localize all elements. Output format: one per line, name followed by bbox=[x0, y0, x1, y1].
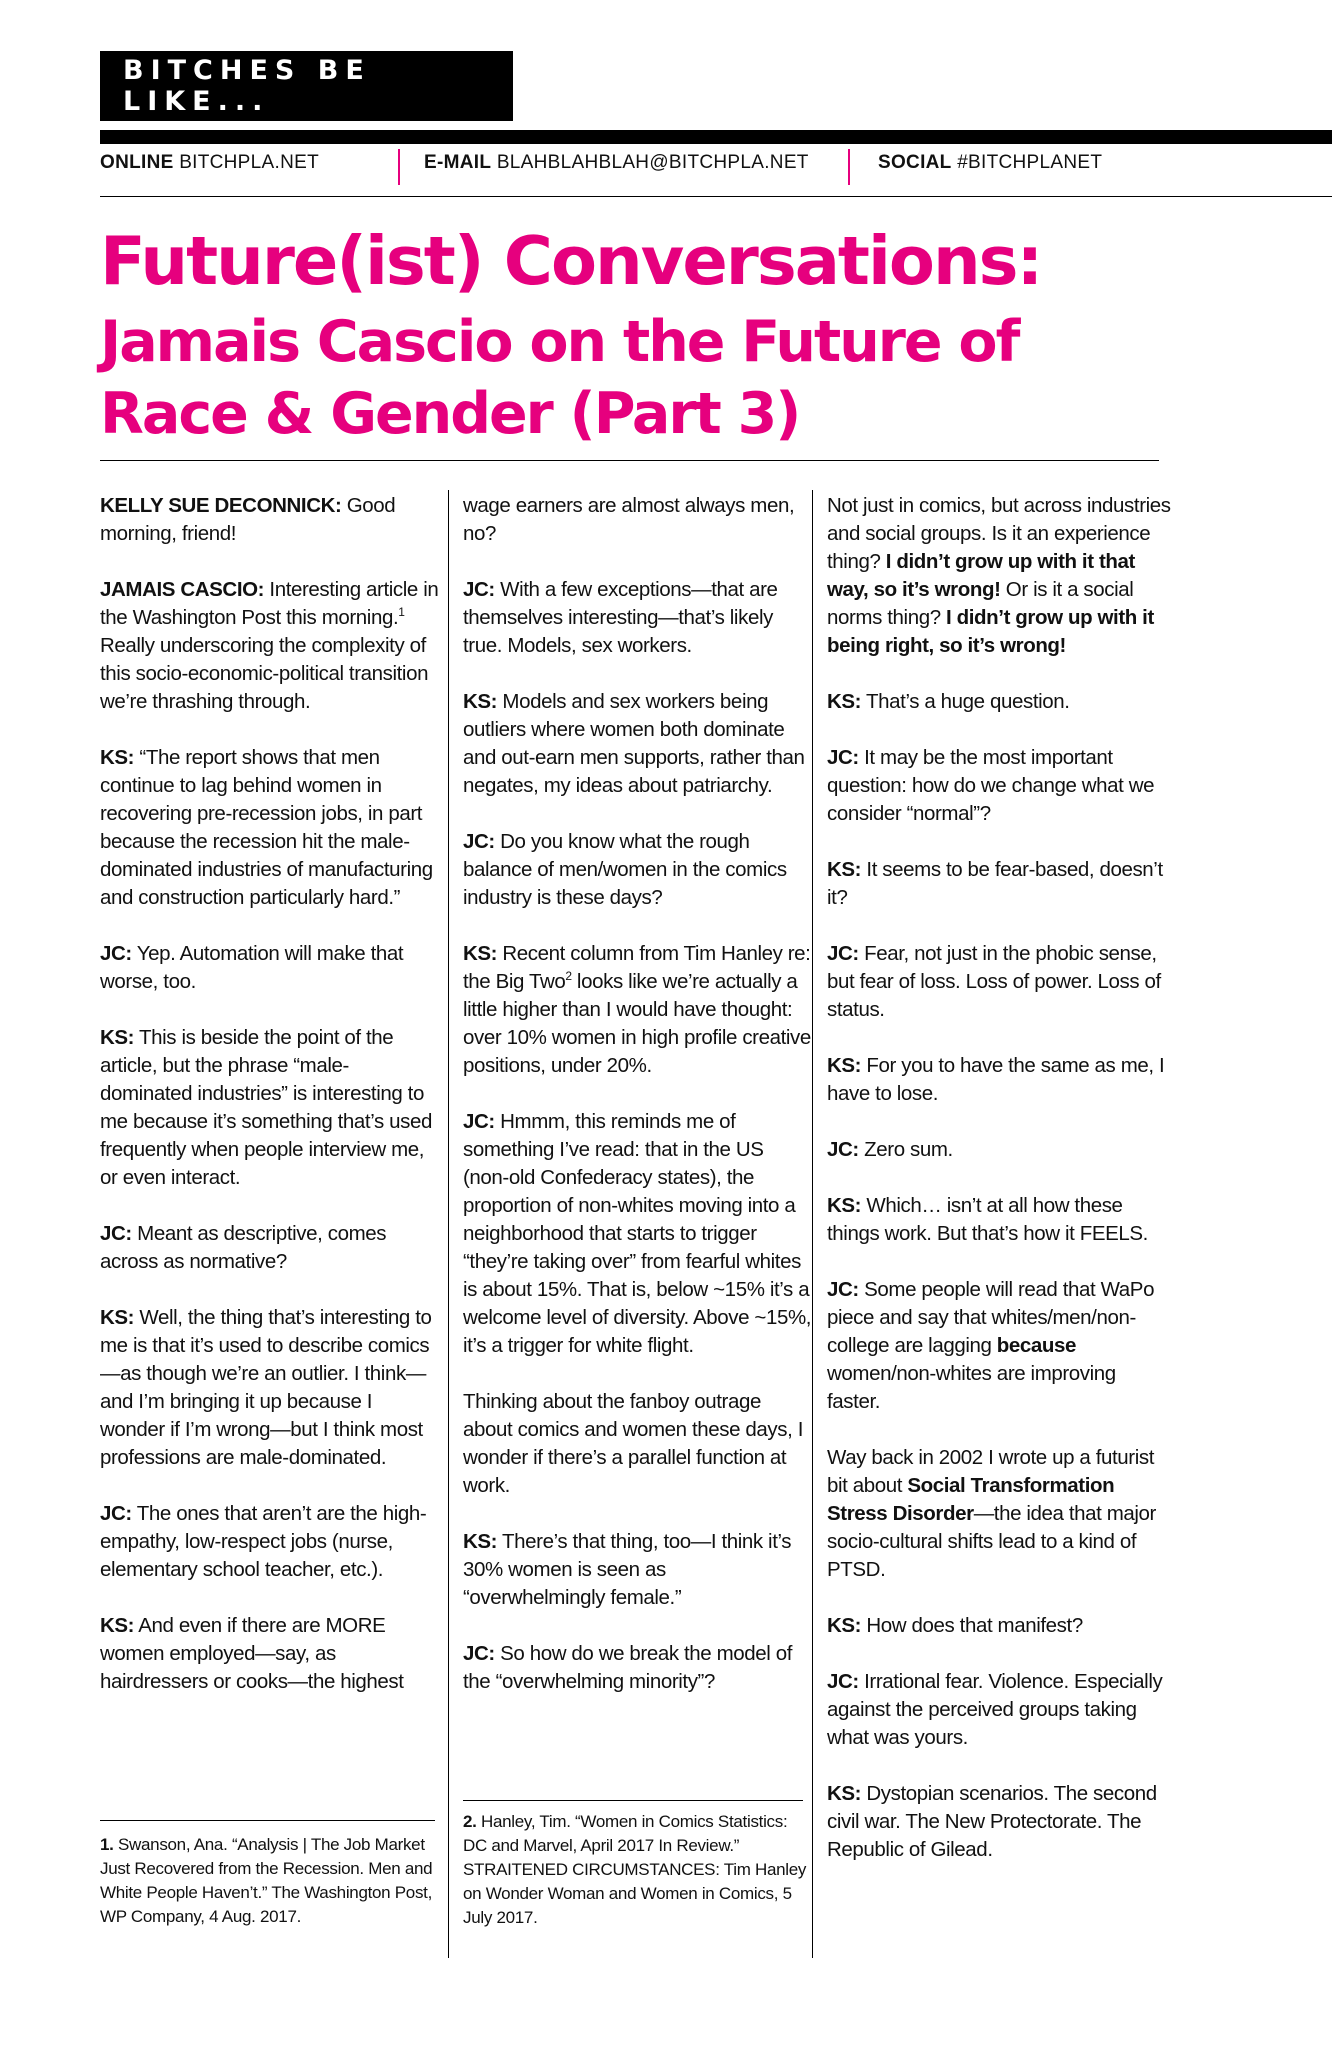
social-value[interactable]: #BITCHPLANET bbox=[957, 152, 1103, 173]
footnote-marker[interactable]: 2 bbox=[565, 969, 572, 984]
email-label: E-MAIL bbox=[424, 152, 492, 173]
dialogue-paragraph bbox=[100, 744, 440, 912]
column-divider bbox=[812, 490, 813, 1958]
dialogue-paragraph bbox=[100, 1612, 440, 1696]
title-line-3: Race & Gender (Part 3) bbox=[100, 381, 800, 447]
email-value[interactable]: BLAHBLAHBLAH@BITCHPLA.NET bbox=[496, 152, 809, 173]
dialogue-paragraph bbox=[827, 688, 1172, 716]
dialogue-text: The ones that aren’t are the high-empathy, low-respect jobs (nurse, elementary school teacher, etc.). bbox=[100, 1502, 427, 1581]
social-label: SOCIAL bbox=[878, 152, 952, 173]
dialogue-text: Recent column from Tim Hanley re: the Big Two bbox=[463, 942, 811, 993]
speaker-label: KS: bbox=[463, 690, 498, 713]
dialogue-text: It seems to be fear-based, doesn’t it? bbox=[827, 858, 1163, 909]
title-line-1: Future(ist) Conversations: bbox=[100, 222, 1042, 300]
dialogue-text: women/non-whites are improving faster. bbox=[827, 1362, 1116, 1413]
dialogue-text: Well, the thing that’s interesting to me is that it’s used to describe comics—as though we’re an outlier. I think—and I’m bringing it up because I wonder if I’m wrong—but I think most professions are male-dominated. bbox=[100, 1306, 432, 1469]
contact-strip bbox=[100, 144, 1332, 196]
article-title bbox=[100, 222, 1200, 450]
dialogue-paragraph bbox=[463, 492, 813, 548]
speaker-label: JC: bbox=[463, 578, 495, 601]
dialogue-text: With a few exceptions—that are themselves interesting—that’s likely true. Models, sex workers. bbox=[463, 578, 778, 657]
dialogue-paragraph bbox=[463, 688, 813, 800]
dialogue-paragraph bbox=[827, 856, 1172, 912]
footnote-divider bbox=[463, 1800, 803, 1801]
dialogue-paragraph bbox=[827, 1668, 1172, 1752]
speaker-label: JC: bbox=[100, 942, 132, 965]
contact-divider bbox=[100, 196, 1332, 197]
dialogue-text: wage earners are almost always men, no? bbox=[463, 494, 795, 545]
dialogue-text: How does that manifest? bbox=[861, 1614, 1083, 1637]
dialogue-text: Not just in comics, but across industries and social groups. Is it an experience thing? bbox=[827, 494, 1171, 573]
speaker-label: KS: bbox=[827, 858, 862, 881]
column-1 bbox=[100, 492, 440, 1724]
masthead-title: BITCHES BE LIKE... bbox=[123, 55, 371, 117]
dialogue-paragraph bbox=[463, 1108, 813, 1360]
dialogue-paragraph bbox=[100, 1304, 440, 1472]
dialogue-text: Which… isn’t at all how these things work. But that’s how it FEELS. bbox=[827, 1194, 1148, 1245]
dialogue-paragraph bbox=[827, 940, 1172, 1024]
footnote-2 bbox=[463, 1810, 808, 1930]
speaker-label: KS: bbox=[100, 746, 135, 769]
dialogue-paragraph bbox=[827, 1444, 1172, 1584]
dialogue-paragraph bbox=[827, 1612, 1172, 1640]
dialogue-paragraph bbox=[827, 492, 1172, 660]
speaker-label: KS: bbox=[827, 1782, 862, 1805]
emphasis-text: because bbox=[996, 1334, 1077, 1357]
dialogue-text: Do you know what the rough balance of men/women in the comics industry is these days? bbox=[463, 830, 787, 909]
speaker-label: JC: bbox=[100, 1502, 132, 1525]
dialogue-text: Hmmm, this reminds me of something I’ve read: that in the US (non-old Confederacy states), the proportion of non-whites moving into a neighborhood that starts to trigger “they’re taking over” from fearful whites is about 15%. That is, below ~15% it’s a welcome level of diversity. Above ~15%, it’s a trigger for white flight. bbox=[463, 1110, 812, 1357]
speaker-label: JC: bbox=[827, 1138, 859, 1161]
dialogue-paragraph bbox=[463, 940, 813, 1080]
speaker-label: KS: bbox=[827, 1054, 862, 1077]
footnote-1 bbox=[100, 1833, 440, 1929]
dialogue-paragraph bbox=[827, 1276, 1172, 1416]
dialogue-text: Good morning, friend! bbox=[100, 494, 396, 545]
speaker-label: JC: bbox=[100, 1222, 132, 1245]
dialogue-text: —the idea that major socio-cultural shifts lead to a kind of PTSD. bbox=[827, 1502, 1156, 1581]
emphasis-text: Social Transformation Stress Disorder bbox=[827, 1474, 1115, 1525]
dialogue-text: Meant as descriptive, comes across as normative? bbox=[100, 1222, 387, 1273]
speaker-label: KS: bbox=[100, 1614, 135, 1637]
dialogue-text: Zero sum. bbox=[858, 1138, 953, 1161]
dialogue-paragraph bbox=[463, 828, 813, 912]
speaker-label: JAMAIS CASCIO: bbox=[100, 578, 265, 601]
footnote-text: Swanson, Ana. “Analysis | The Job Market Just Recovered from the Recession. Men and White People Haven’t.” The Washington Post, WP Company, 4 Aug. 2017. bbox=[100, 1835, 433, 1926]
dialogue-paragraph bbox=[827, 1136, 1172, 1164]
emphasis-text: I didn’t grow up with it that way, so it’s wrong! bbox=[827, 550, 1135, 601]
speaker-label: JC: bbox=[827, 1278, 859, 1301]
dialogue-text: There’s that thing, too—I think it’s 30% women is seen as “overwhelmingly female.” bbox=[463, 1530, 792, 1609]
dialogue-text: Or is it a social norms thing? bbox=[827, 578, 1134, 629]
contact-email bbox=[424, 152, 809, 174]
dialogue-text: “The report shows that men continue to lag behind women in recovering pre-recession jobs, in part because the recession hit the male-dominated industries of manufacturing and construction particularly hard.” bbox=[100, 746, 433, 909]
dialogue-text: Some people will read that WaPo piece and say that whites/men/non-college are lagging bbox=[827, 1278, 1155, 1357]
footnote-text: Hanley, Tim. “Women in Comics Statistics: DC and Marvel, April 2017 In Review.” STRAITENED CIRCUMSTANCES: Tim Hanley on Wonder Woman and Women in Comics, 5 July 2017. bbox=[463, 1812, 807, 1927]
dialogue-text: That’s a huge question. bbox=[861, 690, 1070, 713]
dialogue-paragraph bbox=[463, 1640, 813, 1696]
dialogue-paragraph bbox=[463, 1528, 813, 1612]
title-line-2: Jamais Cascio on the Future of bbox=[100, 309, 1019, 375]
footnote-marker[interactable]: 1 bbox=[398, 605, 405, 620]
dialogue-text: Thinking about the fanboy outrage about comics and women these days, I wonder if there’s a parallel function at work. bbox=[463, 1390, 803, 1497]
speaker-label: KS: bbox=[463, 942, 498, 965]
column-3 bbox=[827, 492, 1172, 1892]
speaker-label: KS: bbox=[100, 1306, 135, 1329]
speaker-label: KS: bbox=[827, 1194, 862, 1217]
speaker-label: JC: bbox=[463, 1642, 495, 1665]
emphasis-text: I didn’t grow up with it being right, so it’s wrong! bbox=[827, 606, 1154, 657]
dialogue-text: Interesting article in the Washington Post this morning. bbox=[100, 578, 439, 629]
speaker-label: KELLY SUE DECONNICK: bbox=[100, 494, 342, 517]
header-bar bbox=[100, 130, 1332, 144]
dialogue-paragraph bbox=[100, 492, 440, 548]
speaker-label: JC: bbox=[827, 746, 859, 769]
footnote-divider bbox=[100, 1820, 435, 1821]
dialogue-paragraph bbox=[827, 1052, 1172, 1108]
speaker-label: KS: bbox=[827, 690, 862, 713]
speaker-label: KS: bbox=[463, 1530, 498, 1553]
dialogue-paragraph bbox=[463, 1388, 813, 1500]
dialogue-paragraph bbox=[827, 744, 1172, 828]
speaker-label: KS: bbox=[100, 1026, 135, 1049]
dialogue-paragraph bbox=[100, 1024, 440, 1192]
dialogue-text: And even if there are MORE women employed—say, as hairdressers or cooks—the highest bbox=[100, 1614, 404, 1693]
dialogue-text: So how do we break the model of the “overwhelming minority”? bbox=[463, 1642, 793, 1693]
dialogue-paragraph bbox=[100, 1500, 440, 1584]
dialogue-text: Fear, not just in the phobic sense, but fear of loss. Loss of power. Loss of status. bbox=[827, 942, 1161, 1021]
dialogue-text: Really underscoring the complexity of this socio-economic-political transition we’re thrashing through. bbox=[100, 634, 429, 713]
masthead-block bbox=[100, 51, 513, 121]
column-divider bbox=[448, 490, 449, 1958]
dialogue-text: For you to have the same as me, I have to lose. bbox=[827, 1054, 1165, 1105]
footnote-number: 2. bbox=[463, 1812, 477, 1831]
online-label: ONLINE bbox=[100, 152, 174, 173]
speaker-label: JC: bbox=[827, 1670, 859, 1693]
speaker-label: KS: bbox=[827, 1614, 862, 1637]
dialogue-text: Yep. Automation will make that worse, too. bbox=[100, 942, 404, 993]
speaker-label: JC: bbox=[463, 830, 495, 853]
dialogue-text: looks like we’re actually a little higher than I would have thought: over 10% women in high profile creative positions, under 20%. bbox=[463, 970, 811, 1077]
dialogue-paragraph bbox=[100, 940, 440, 996]
dialogue-paragraph bbox=[463, 576, 813, 660]
dialogue-paragraph bbox=[100, 576, 440, 716]
footnote-number: 1. bbox=[100, 1835, 114, 1854]
dialogue-text: Models and sex workers being outliers where women both dominate and out-earn men supports, rather than negates, my ideas about patriarchy. bbox=[463, 690, 805, 797]
dialogue-paragraph bbox=[827, 1780, 1172, 1864]
contact-separator bbox=[848, 149, 850, 185]
contact-online bbox=[100, 152, 319, 174]
dialogue-paragraph bbox=[827, 1192, 1172, 1248]
title-divider bbox=[100, 460, 1159, 461]
dialogue-text: Dystopian scenarios. The second civil war. The New Protectorate. The Republic of Gilead. bbox=[827, 1782, 1157, 1861]
contact-social bbox=[878, 152, 1102, 174]
dialogue-text: This is beside the point of the article, but the phrase “male-dominated industries” is interesting to me because it’s something that’s used frequently when people interview me, or even interact. bbox=[100, 1026, 433, 1189]
column-2 bbox=[463, 492, 813, 1724]
dialogue-text: It may be the most important question: how do we change what we consider “normal”? bbox=[827, 746, 1155, 825]
online-value[interactable]: BITCHPLA.NET bbox=[179, 152, 319, 173]
dialogue-text: Irrational fear. Violence. Especially against the perceived groups taking what was yours. bbox=[827, 1670, 1163, 1749]
speaker-label: JC: bbox=[463, 1110, 495, 1133]
dialogue-text: Way back in 2002 I wrote up a futurist bit about bbox=[827, 1446, 1155, 1497]
dialogue-paragraph bbox=[100, 1220, 440, 1276]
speaker-label: JC: bbox=[827, 942, 859, 965]
contact-separator bbox=[398, 149, 400, 185]
